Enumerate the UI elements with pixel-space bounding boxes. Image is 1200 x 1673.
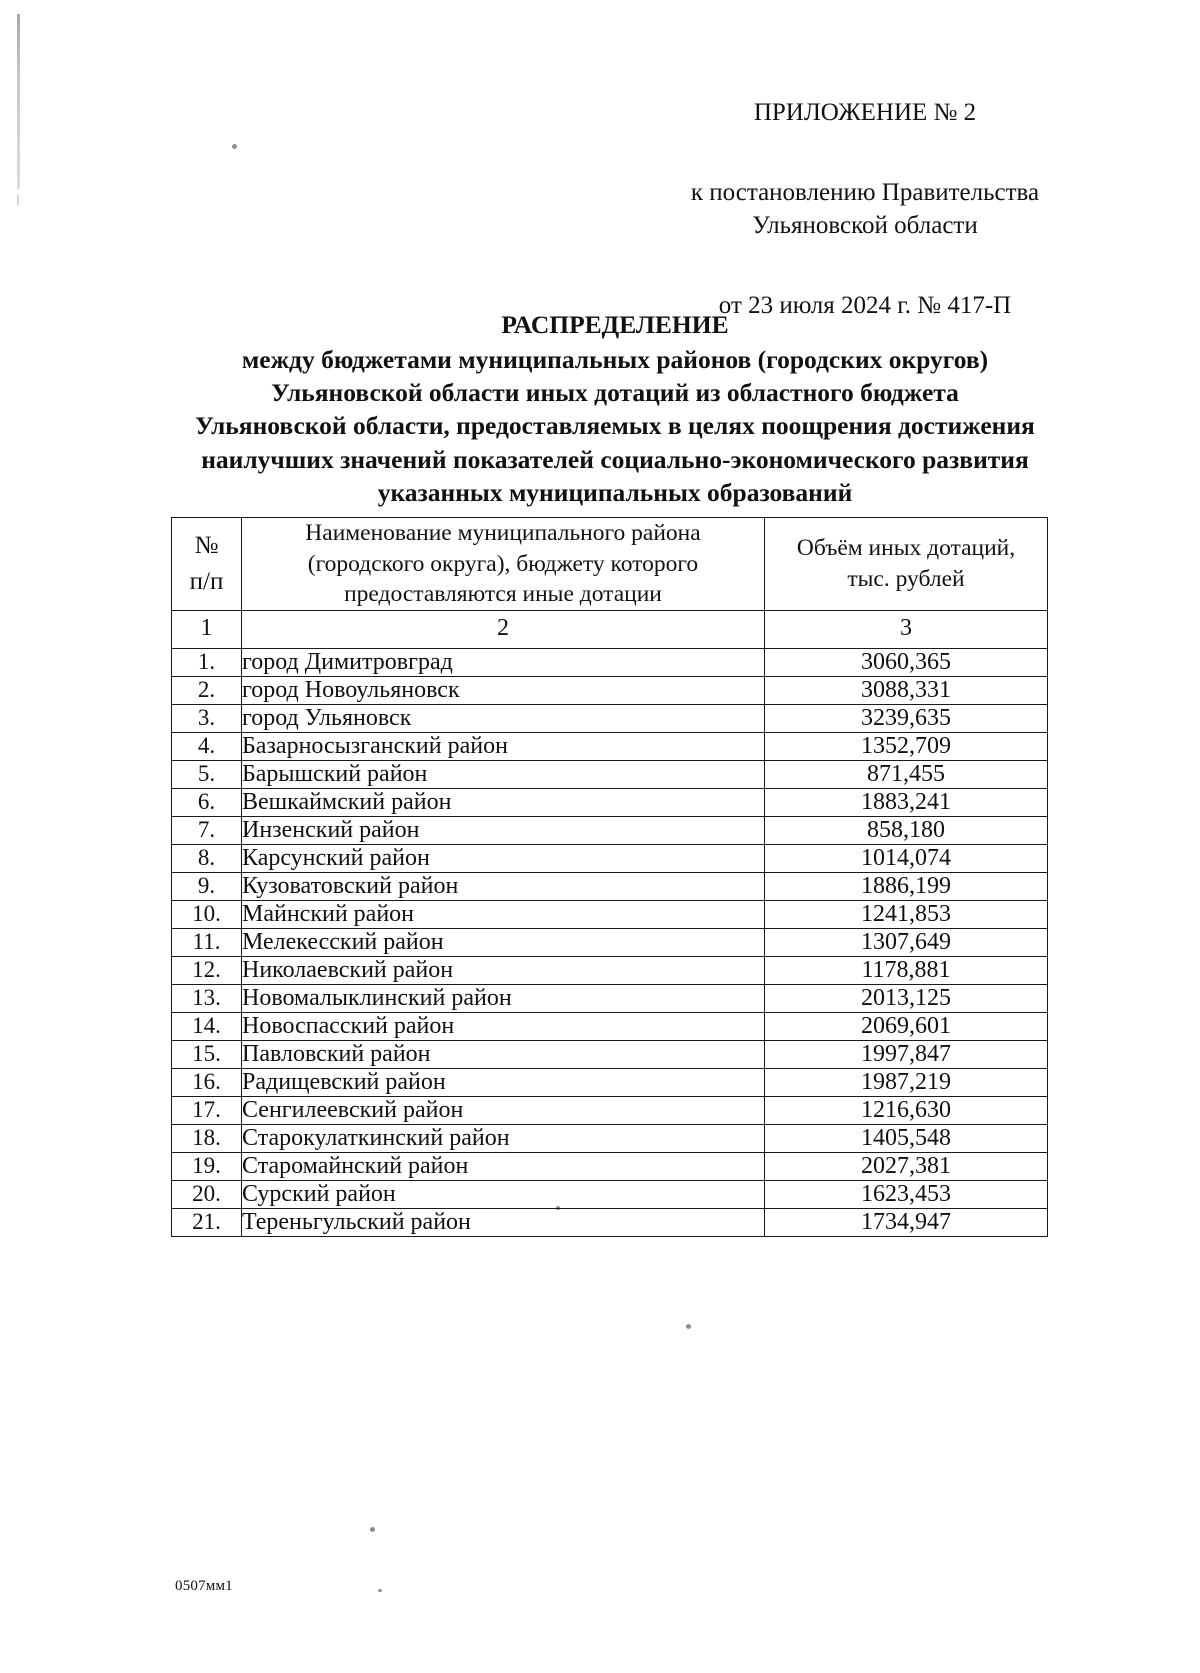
- row-number: 8.: [172, 844, 242, 872]
- appendix-label: ПРИЛОЖЕНИЕ № 2: [753, 99, 977, 126]
- subsidy-amount: 3088,331: [765, 676, 1048, 704]
- row-number: 6.: [172, 788, 242, 816]
- column-header-amount-line-1: Объём иных дотаций,: [796, 535, 1016, 562]
- table-row: [172, 1068, 1048, 1096]
- table-row: [172, 1208, 1048, 1236]
- subsidy-amount: 1734,947: [765, 1208, 1048, 1236]
- column-header-number-line-1: №: [194, 531, 219, 559]
- title-sub-line-5: указанных муниципальных образований: [377, 477, 853, 507]
- table-row: [172, 1096, 1048, 1124]
- scan-speckle: [686, 1324, 691, 1329]
- subsidy-amount: 858,180: [765, 816, 1048, 844]
- table-row: [172, 648, 1048, 676]
- municipality-name: Базарносызганский район: [242, 732, 765, 760]
- row-number: 3.: [172, 704, 242, 732]
- decree-reference-line-2: Ульяновской области: [752, 212, 978, 239]
- subsidy-amount: 2069,601: [765, 1012, 1048, 1040]
- table-row: [172, 844, 1048, 872]
- subsidy-amount: 1987,219: [765, 1068, 1048, 1096]
- table-row: [172, 1152, 1048, 1180]
- table-row: [172, 956, 1048, 984]
- municipality-name: Радищевский район: [242, 1068, 765, 1096]
- row-number: 5.: [172, 760, 242, 788]
- municipality-name: Старомайнский район: [242, 1152, 765, 1180]
- subsidy-amount: 2013,125: [765, 984, 1048, 1012]
- subsidy-amount: 2027,381: [765, 1152, 1048, 1180]
- table-row: [172, 1180, 1048, 1208]
- municipality-name: Тереньгульский район: [242, 1208, 765, 1236]
- table-row: [172, 928, 1048, 956]
- row-number: 16.: [172, 1068, 242, 1096]
- table-row: [172, 732, 1048, 760]
- subsidy-amount: 1241,853: [765, 900, 1048, 928]
- row-number: 17.: [172, 1096, 242, 1124]
- table-row: [172, 1124, 1048, 1152]
- title-sub-line-3: Ульяновской области, предоставляемых в целях поощрения достижения: [195, 411, 1035, 441]
- municipality-name: Новоспасский район: [242, 1012, 765, 1040]
- table-row: [172, 676, 1048, 704]
- table-row: [172, 984, 1048, 1012]
- column-header-municipality-line-2: (городского округа), бюджету которого: [307, 550, 699, 577]
- table-row: [172, 1040, 1048, 1068]
- municipality-name: Инзенский район: [242, 816, 765, 844]
- table-header-row: [172, 518, 1048, 611]
- subsidy-amount: 1216,630: [765, 1096, 1048, 1124]
- row-number: 2.: [172, 676, 242, 704]
- row-number: 4.: [172, 732, 242, 760]
- municipality-name: Мелекесский район: [242, 928, 765, 956]
- subsidy-amount: 1307,649: [765, 928, 1048, 956]
- footer-document-code: 0507мм1: [175, 1578, 233, 1594]
- title-main: РАСПРЕДЕЛЕНИЕ: [501, 310, 729, 339]
- table-row: [172, 872, 1048, 900]
- column-header-municipality-line-1: Наименование муниципального района: [305, 520, 701, 546]
- appendix-header: [640, 96, 1090, 322]
- municipality-name: Новомалыклинский район: [242, 984, 765, 1012]
- title-sub-line-2: Ульяновской области иных дотаций из областного бюджета: [271, 378, 959, 408]
- row-number: 15.: [172, 1040, 242, 1068]
- subsidy-amount: 1352,709: [765, 732, 1048, 760]
- table-column-number-row: [172, 610, 1048, 648]
- row-number: 18.: [172, 1124, 242, 1152]
- table-body: [172, 648, 1048, 1236]
- subsidy-amount: 871,455: [765, 760, 1048, 788]
- row-number: 11.: [172, 928, 242, 956]
- municipality-name: город Новоульяновск: [242, 676, 765, 704]
- column-header-municipality-line-3: предоставляются иные дотации: [344, 581, 662, 608]
- row-number: 19.: [172, 1152, 242, 1180]
- subsidy-amount: 3239,635: [765, 704, 1048, 732]
- row-number: 9.: [172, 872, 242, 900]
- municipality-name: Сенгилеевский район: [242, 1096, 765, 1124]
- subsidy-amount: 1883,241: [765, 788, 1048, 816]
- document-title: [150, 308, 1080, 509]
- row-number: 7.: [172, 816, 242, 844]
- scan-speckle: [378, 1589, 382, 1592]
- table-row: [172, 1012, 1048, 1040]
- scan-artifact-left-edge-lower: [17, 195, 19, 205]
- municipality-name: Сурский район: [242, 1180, 765, 1208]
- column-index-3: 3: [765, 610, 1048, 648]
- municipality-name: Карсунский район: [242, 844, 765, 872]
- subsidy-amount: 1886,199: [765, 872, 1048, 900]
- table-row: [172, 816, 1048, 844]
- scan-artifact-left-edge: [17, 14, 20, 189]
- decree-date: от 23 июля 2024 г. № 417-П: [718, 292, 1012, 319]
- municipality-name: Старокулаткинский район: [242, 1124, 765, 1152]
- table-row: [172, 760, 1048, 788]
- scan-speckle: [232, 144, 237, 149]
- municipality-name: город Димитровград: [242, 648, 765, 676]
- municipality-name: Вешкаймский район: [242, 788, 765, 816]
- column-header-municipality: [242, 518, 765, 611]
- title-sub-line-4: наилучших значений показателей социально-экономического развития: [201, 444, 1029, 474]
- subsidy-amount: 1405,548: [765, 1124, 1048, 1152]
- subsidy-amount: 1623,453: [765, 1180, 1048, 1208]
- row-number: 14.: [172, 1012, 242, 1040]
- row-number: 10.: [172, 900, 242, 928]
- distribution-table: [171, 517, 1048, 1237]
- title-sub-line-1: между бюджетами муниципальных районов (городских округов): [241, 345, 989, 375]
- column-header-amount: [765, 518, 1048, 611]
- decree-reference-line-1: к постановлению Правительства: [690, 179, 1040, 206]
- table-row: [172, 900, 1048, 928]
- municipality-name: Майнский район: [242, 900, 765, 928]
- municipality-name: город Ульяновск: [242, 704, 765, 732]
- subsidy-amount: 1997,847: [765, 1040, 1048, 1068]
- column-index-1: 1: [172, 610, 242, 648]
- subsidy-amount: 1014,074: [765, 844, 1048, 872]
- column-header-number-line-2: п/п: [189, 567, 224, 595]
- subsidy-amount: 3060,365: [765, 648, 1048, 676]
- municipality-name: Павловский район: [242, 1040, 765, 1068]
- municipality-name: Николаевский район: [242, 956, 765, 984]
- column-index-2: 2: [242, 610, 765, 648]
- row-number: 12.: [172, 956, 242, 984]
- column-header-number: [172, 518, 242, 611]
- municipality-name: Барышский район: [242, 760, 765, 788]
- subsidy-amount: 1178,881: [765, 956, 1048, 984]
- table-row: [172, 788, 1048, 816]
- row-number: 20.: [172, 1180, 242, 1208]
- row-number: 21.: [172, 1208, 242, 1236]
- row-number: 13.: [172, 984, 242, 1012]
- scan-speckle: [370, 1527, 375, 1532]
- column-header-amount-line-2: тыс. рублей: [847, 565, 965, 592]
- municipality-name: Кузоватовский район: [242, 872, 765, 900]
- row-number: 1.: [172, 648, 242, 676]
- table-row: [172, 704, 1048, 732]
